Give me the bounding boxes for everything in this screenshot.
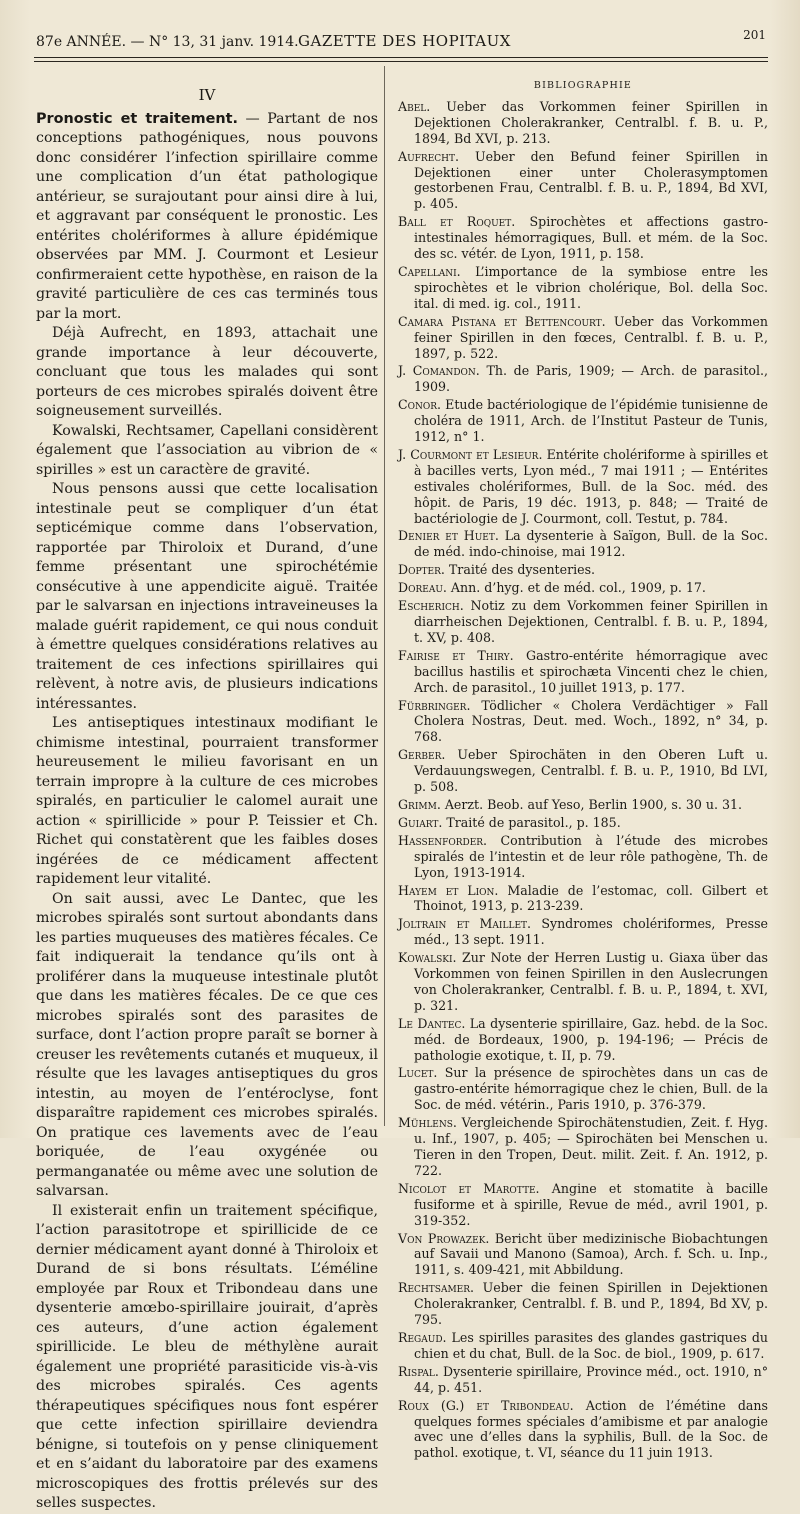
bibliography-entry — [398, 950, 768, 1014]
entry-text: Aerzt. Beob. auf Yeso, Berlin 1900, s. 30 u. 31. — [440, 796, 743, 812]
entry-author: Doreau. — [398, 580, 447, 596]
entry-text: La dysenterie spirillaire, Gaz. hebd. de la Soc. méd. de Bordeaux, 1900, p. 194-196; — Précis de pathologie exotique, t. II, p. 79. — [414, 1015, 769, 1063]
header-rule-2 — [34, 61, 768, 62]
bibliography-entry — [398, 648, 768, 696]
bibliography-entry — [398, 447, 768, 527]
entry-text: Maladie de l’estomac, coll. Gilbert et Thoinot, 1913, p. 213-239. — [414, 882, 768, 914]
entry-author: Ball et Roquet. — [398, 214, 516, 230]
article-paragraph: Nous pensons aussi que cette localisation intestinale peut se compliquer d’un état septicémique comme dans l’observation, rapportée par Thiroloix et Durand, d’une femme présentant une spirochétémie consécutive à une appendicite aiguë. Traitée par le salvarsan en injections intraveineuses la malade guérit rapidement, ce qui nous conduit à émettre quelques considérations relatives au traitement de ces infections spirillaires qui relèvent, à notre avis, de plusieurs indications intéressantes. — [36, 481, 378, 712]
entry-author: Rispal. — [398, 1363, 439, 1379]
entry-text: Vergleichende Spirochätenstudien, Zeit. f. Hyg. u. Inf., 1907, p. 405; — Spirochäten bei Menschen u. Tieren in den Tropen, Deut. milit. Zeit. f. An. 1912, p. 722. — [414, 1115, 768, 1178]
bibliography-entry — [398, 815, 768, 831]
entry-author: Nicolot et Marotte. — [398, 1180, 540, 1196]
bibliography-entry — [398, 747, 768, 795]
entry-author: Joltrain et Maillet. — [398, 916, 532, 932]
entry-text: Dysenterie spirillaire, Province méd., oct. 1910, n° 44, p. 451. — [414, 1363, 768, 1395]
entry-author: Escherich. — [398, 598, 464, 614]
entry-text: Traité de parasitol., p. 185. — [442, 814, 621, 830]
entry-author: Guiart. — [398, 814, 443, 830]
header-rule — [34, 57, 768, 58]
entry-author: Roux (G.) et Tribondeau. — [398, 1397, 574, 1413]
bibliography-entry — [398, 1398, 768, 1462]
bibliography-list — [398, 99, 768, 1461]
article-paragraph: Les antiseptiques intestinaux modifiant le chimisme intestinal, pourraient transformer heureusement le milieu favorisant en un terrain impropre à la culture de ces microbes spiralés, en particulier le calomel aurait une action « spirillicide » pour P. Teissier et Ch. Richet qui constatèrent que les faibles doses ingérées de ce médicament affectent rapidement leur vitalité. — [36, 715, 378, 887]
entry-text: Les spirilles parasites des glandes gastriques du chien et du chat, Bull. de la Soc. de biol., 1909, p. 617. — [414, 1329, 768, 1361]
entry-text: Contribution à l’étude des microbes spiralés de l’intestin et de leur rôle pathogène, Th. de Lyon, 1913-1914. — [414, 832, 768, 880]
section-number: IV — [198, 86, 216, 104]
article-paragraph: Kowalski, Rechtsamer, Capellani considèrent également que l’association au vibrion de « spirilles » est un caractère de gravité. — [36, 422, 378, 478]
bibliography-entry — [398, 1065, 768, 1113]
entry-text: Entérite cholériforme à spirilles et à bacilles verts, Lyon méd., 7 mai 1911 ; — Entérites estivales cholériformes, Bull. de la Soc. méd. des hôpit. de Paris, 19 déc. 1913, p. 848; — Traité de bactériologie de J. Courmont, coll. Testut, p. 784. — [414, 446, 768, 526]
bibliography-entry — [398, 1330, 768, 1362]
bibliography-entry — [398, 1280, 768, 1328]
entry-author: Von Prowazek. — [398, 1230, 490, 1246]
bibliography-entry — [398, 833, 768, 881]
bibliography-entry — [398, 1231, 768, 1279]
entry-text: La dysenterie à Saïgon, Bull. de la Soc. de méd. indo-chinoise, mai 1912. — [414, 528, 768, 560]
entry-author: Camara Pistana et Bettencourt. — [398, 313, 606, 329]
entry-text: Ueber das Vorkommen feiner Spirillen in Dejektionen Cholerakranker, Centralbl. f. B. u. P., 1894, Bd XVI, p. 213. — [414, 98, 768, 146]
entry-author: Le Dantec. — [398, 1015, 466, 1031]
entry-author: Capellani. — [398, 263, 461, 279]
bibliography-entry — [398, 698, 768, 746]
article-paragraph: Pronostic et traitement. — Partant de nos conceptions pathogéniques, nous pouvons donc considérer l’infection spirillaire comme une complication d’un état pathologique antérieur, se surajoutant pour ainsi dire à lui, et aggravant par conséquent le pronostic. Les entérites cholériformes à allure épidémique observées par MM. J. Courmont et Lesieur confirmeraient cette hypothèse, en raison de la gravité particulière de ces cas terminés tous par la mort. — [36, 110, 378, 322]
entry-author: Gerber. — [398, 747, 446, 763]
entry-text: Bericht über medizinische Biobachtungen auf Savaii und Manono (Samoa), Arch. f. Sch. u. Inp., 1911, s. 409-421, mit Abbildung. — [414, 1230, 768, 1278]
entry-author: Fairise et Thiry. — [398, 647, 514, 663]
bibliography-entry — [398, 363, 768, 395]
entry-author: Dopter. — [398, 562, 445, 578]
entry-text: Angine et stomatite à bacille fusiforme et à spirille, Revue de méd., avril 1901, p. 319-352. — [414, 1180, 768, 1228]
entry-author: Regaud. — [398, 1329, 447, 1345]
column-divider — [384, 66, 385, 1126]
bibliography-entry — [398, 264, 768, 312]
entry-text: Notiz zu dem Vorkommen feiner Spirillen in diarrheischen Dejektionen, Centralbl. f. B. u. P., 1894, t. XV, p. 408. — [414, 598, 768, 645]
entry-text: Gastro-entérite hémorragique avec bacillus hastilis et spirochæta Vincenti chez le chien, Arch. de parasitol., 10 juillet 1913, p. 177. — [414, 647, 768, 695]
entry-text: Ueber den Befund feiner Spirillen in Dejektionen einer unter Cholerasymptomen gestorbenen Frau, Centralbl. f. B. u. P., 1894, Bd XVI, p. 405. — [414, 148, 768, 212]
bibliography-entry — [398, 1016, 768, 1064]
bibliography-title: BIBLIOGRAPHIE — [533, 80, 633, 91]
entry-text: Action de l’émétine dans quelques formes spéciales d’amibisme et par analogie avec une d’elles dans la syphilis, Bull. de la Soc. de pathol. exotique, t. VI, séance du 11 juin 1913. — [414, 1397, 769, 1461]
entry-author: Mühlens. — [398, 1115, 457, 1131]
entry-author: Grimm. — [398, 796, 441, 812]
entry-text: Syndromes cholériformes, Presse méd., 13 sept. 1911. — [414, 916, 769, 948]
entry-text: Sur la présence de spirochètes dans un cas de gastro-entérite hémorragique chez le chien, Bull. de la Soc. de méd. vétérin., Paris 1910, p. 376-379. — [414, 1065, 768, 1113]
section-heading: Pronostic et traitement. — [36, 110, 238, 127]
entry-author: Hassenforder. — [398, 832, 488, 848]
bibliography-entry — [398, 528, 768, 560]
bibliography-entry — [398, 916, 768, 948]
article-column — [36, 86, 378, 1514]
bibliography-column — [398, 78, 768, 1463]
entry-text: Ueber die feinen Spirillen in Dejektionen Cholerakranker, Centralbl. f. B. und P., 1894, Bd XV, p. 795. — [414, 1280, 768, 1328]
bibliography-entry — [398, 883, 768, 915]
entry-author: Aufrecht. — [398, 148, 460, 164]
entry-author: Conor. — [398, 397, 442, 413]
issue-info: 87e ANNÉE. — N° 13, 31 janv. 1914. — [36, 34, 299, 50]
entry-author: Hayem et Lion. — [398, 882, 499, 898]
entry-text: Th. de Paris, 1909; — Arch. de parasitol., 1909. — [414, 363, 768, 395]
bibliography-entry — [398, 580, 768, 596]
entry-author: Fürbringer. — [398, 697, 471, 713]
entry-text: Zur Note der Herren Lustig u. Giaxa über das Vorkommen von feinen Spirillen in den Auslecrungen von Cholerakranker, Centralbl. f. B. u. P., 1894, t. XVI, p. 321. — [414, 950, 768, 1013]
bibliography-entry — [398, 1115, 768, 1179]
bibliography-entry — [398, 214, 768, 262]
bibliography-entry — [398, 99, 768, 147]
entry-text: Ueber Spirochäten in den Oberen Luft u. Verdauungswegen, Centralbl. f. B. u. P., 1910, Bd LVI, p. 508. — [414, 747, 768, 795]
entry-text: Spirochètes et affections gastro-intestinales hémorragiques, Bull. et mém. de la Soc. des sc. vétér. de Lyon, 1911, p. 158. — [414, 214, 768, 262]
bibliography-entry — [398, 1181, 768, 1229]
bibliography-entry — [398, 1364, 768, 1396]
article-paragraph: Déjà Aufrecht, en 1893, attachait une grande importance à leur découverte, concluant que tous les malades qui sont porteurs de ces microbes spiralés doivent être soigneusement surveillés. — [36, 325, 378, 419]
bibliography-entry — [398, 562, 768, 578]
entry-author: J. Courmont et Lesieur. — [398, 446, 543, 462]
bibliography-entry — [398, 149, 768, 213]
journal-title: GAZETTE DES HOPITAUX — [298, 32, 511, 50]
entry-text: Traité des dysenteries. — [444, 562, 596, 578]
entry-text: L’importance de la symbiose entre les spirochètes et le vibrion cholérique, Bol. della Soc. ital. di med. ig. col., 1911. — [414, 263, 768, 311]
page-number: 201 — [743, 28, 766, 42]
entry-author: Rechtsamer. — [398, 1280, 475, 1296]
entry-text: Ann. d’hyg. et de méd. col., 1909, p. 17. — [446, 580, 706, 596]
entry-author: Kowalski. — [398, 950, 457, 966]
bibliography-entry — [398, 314, 768, 362]
bibliography-entry — [398, 797, 768, 813]
entry-text: Tödlicher « Cholera Verdächtiger » Fall Cholera Nostras, Deut. med. Woch., 1892, n° 34, p. 768. — [414, 697, 768, 745]
page-header — [36, 28, 766, 50]
entry-author: Denier et Huet. — [398, 528, 499, 544]
entry-text: Etude bactériologique de l’épidémie tunisienne de choléra de 1911, Arch. de l’Institut Pasteur de Tunis, 1912, n° 1. — [414, 397, 768, 445]
entry-text: Ueber das Vorkommen feiner Spirillen in den fœces, Centralbl. f. B. u. P., 1897, p. 522. — [414, 313, 768, 361]
bibliography-entry — [398, 598, 768, 646]
article-paragraph: On sait aussi, avec Le Dantec, que les microbes spiralés sont surtout abondants dans les parties muqueuses des matières fécales. Ce fait indiquerait la tendance qu’ils ont à proliférer dans la muqueuse intestinale plutôt que dans les matières fécales. De ce que ces microbes spiralés sont des parasites de surface, dont l’action propre paraît se borner à creuser les revêtements cutanés et muqueux, il résulte que les lavages antiseptiques du gros intestin, au moyen de l’entéroclyse, font disparaître rapidement ces microbes spiralés. On pratique ces lavements avec de l’eau boriquée, de l’eau oxygénée ou permanganatée ou même avec une solution de salvarsan. — [36, 890, 378, 1199]
entry-author: Lucet. — [398, 1065, 438, 1081]
entry-author: J. Comandon. — [398, 363, 480, 379]
entry-author: Abel. — [398, 98, 431, 114]
article-paragraph: Il existerait enfin un traitement spécifique, l’action parasitotrope et spirillicide de ce dernier médicament ayant donné à Thiroloix et Durand de si bons résultats. L’éméline employée par Roux et Tribondeau dans une dysenterie amœbo-spirillaire jouirait, d’après ces auteurs, d’une action également spirillicide. Le bleu de méthylène aurait également une propriété parasiticide vis-à-vis des microbes spiralés. Ces agents thérapeutiques spécifiques nous font espérer que cette infection spirillaire deviendra bénigne, si toutefois on y pense cliniquement et en s’aidant du laboratoire par des examens microscopiques des frottis prélevés sur des selles suspectes. — [36, 1202, 378, 1511]
bibliography-entry — [398, 397, 768, 445]
